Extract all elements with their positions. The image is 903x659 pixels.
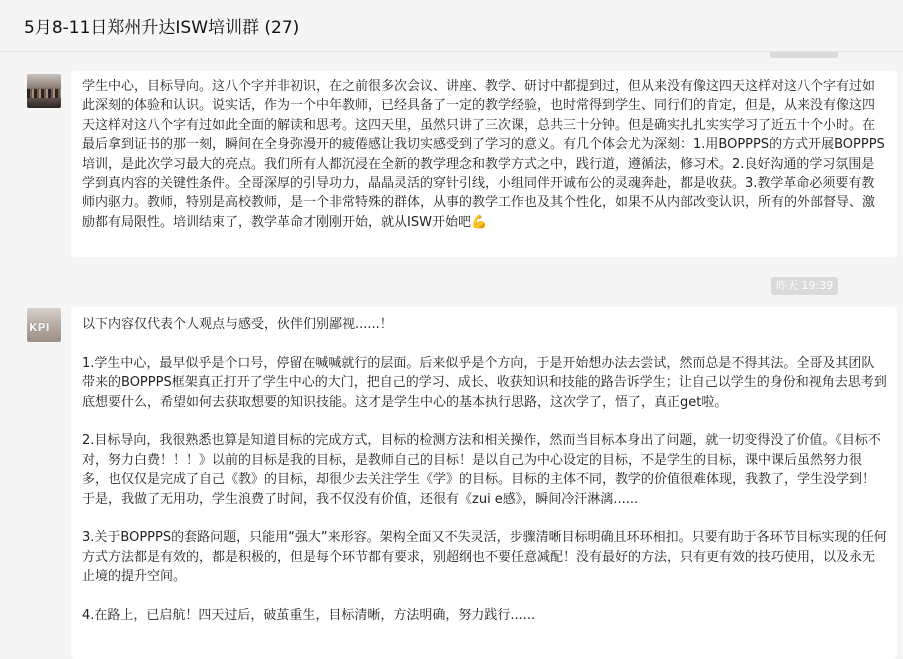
message-bubble-1[interactable] bbox=[71, 71, 897, 257]
kpi-avatar-icon: KPI bbox=[29, 321, 50, 334]
group-photo-icon bbox=[27, 89, 61, 98]
message-paragraph: 1.学生中心，最早似乎是个口号，停留在喊喊就行的层面。后来似乎是个方向，于是开始想办法去尝试，然而总是不得其法。全哥及其团队带来的BOPPPS框架真正打开了学生中心的大门，把自己的学习、成长、收获知识和技能的路告诉学生；让自己以学生的身份和视角去思考到底想要什么，希望如何去获取想要的知识技能。这才是学生中心的基本执行思路，这次学了，悟了，真正get啦。 bbox=[82, 355, 887, 410]
previous-timestamp-edge bbox=[770, 52, 838, 58]
sender-avatar-2[interactable] bbox=[27, 308, 61, 342]
chat-header bbox=[0, 0, 903, 52]
flexed-biceps-icon: 💪 bbox=[470, 214, 488, 230]
message-bubble-2[interactable] bbox=[71, 307, 897, 659]
sender-avatar-1[interactable] bbox=[27, 74, 61, 108]
message-text-1: 学生中心，目标导向。这八个字并非初识，在之前很多次会议、讲座、教学、研讨中都提到过，但从来没有像这四天这样对这八个字有过如此深刻的体验和认识。说实话，作为一个中年教师，已经具备了一定的教学经验，也时常得到学生、同行们的肯定，但是，从来没有像这四天这样对这八个字有过如此全面的解读和思考。这四天里，虽然只讲了三次课，总共三十分钟。但是确实扎扎实实学习了近五十个小时。在最后拿到证书的那一刻，瞬间在全身弥漫开的疲倦感让我切实感受到了学习的意义。有几个体会尤为深刻：1.用BOPPPS的方式开展BOPPPS培训，是此次学习最大的亮点。我们所有人都沉浸在全新的教学理念和教学方式之中，践行道，遵循法，修习术。2.良好沟通的学习氛围是学到真内容的关键性条件。全哥深厚的引导功力，晶晶灵活的穿针引线，小组同伴开诚布公的灵魂奔赴，都是收获。3.教学革命必须要有教师内驱力。教师，特别是高校教师，是一个非常特殊的群体，从事的教学工作也及其个性化，如果不从内部改变认识，所有的外部督导、激励都有局限性。培训结束了，教学革命才刚刚开始，就从ISW开始吧 bbox=[82, 79, 885, 230]
message-paragraph: 2.目标导向，我很熟悉也算是知道目标的完成方式，目标的检测方法和相关操作，然而当目标本身出了问题，就一切变得没了价值。《目标不对，努力白费！！！》以前的目标是我的目标，是教师自己的目标！是以自己为中心设定的目标，不是学生的目标，课中课后虽然努力很多，也仅仅是完成了自己《教》的目标，却很少去关注学生《学》的目标。目标的主体不同，教学的价值很难体现，我教了，学生没学到！于是，我做了无用功，学生浪费了时间，我不仅没有价值，还很有《zui e感》，瞬间冷汗淋漓...... bbox=[82, 433, 881, 507]
message-paragraph: 4.在路上，已启航！四天过后，破茧重生，目标清晰，方法明确，努力践行...... bbox=[82, 608, 536, 624]
message-paragraph: 3.关于BOPPPS的套路问题，只能用“强大”来形容。架构全面又不失灵活，步骤清晰目标明确且环环相扣。只要有助于各环节目标实现的任何方式方法都是有效的，都是积极的，但是每个环节都有要求，别超纲也不要任意减配！没有最好的方法，只有更有效的技巧使用，以及永无止境的提升空间。 bbox=[82, 530, 887, 585]
message-timestamp: 昨天 19:39 bbox=[771, 277, 838, 295]
message-paragraph: 以下内容仅代表个人观点与感受，伙伴们别鄙视......！ bbox=[82, 317, 393, 332]
chat-title[interactable]: 5月8-11日郑州升达ISW培训群 (27) bbox=[24, 18, 300, 38]
